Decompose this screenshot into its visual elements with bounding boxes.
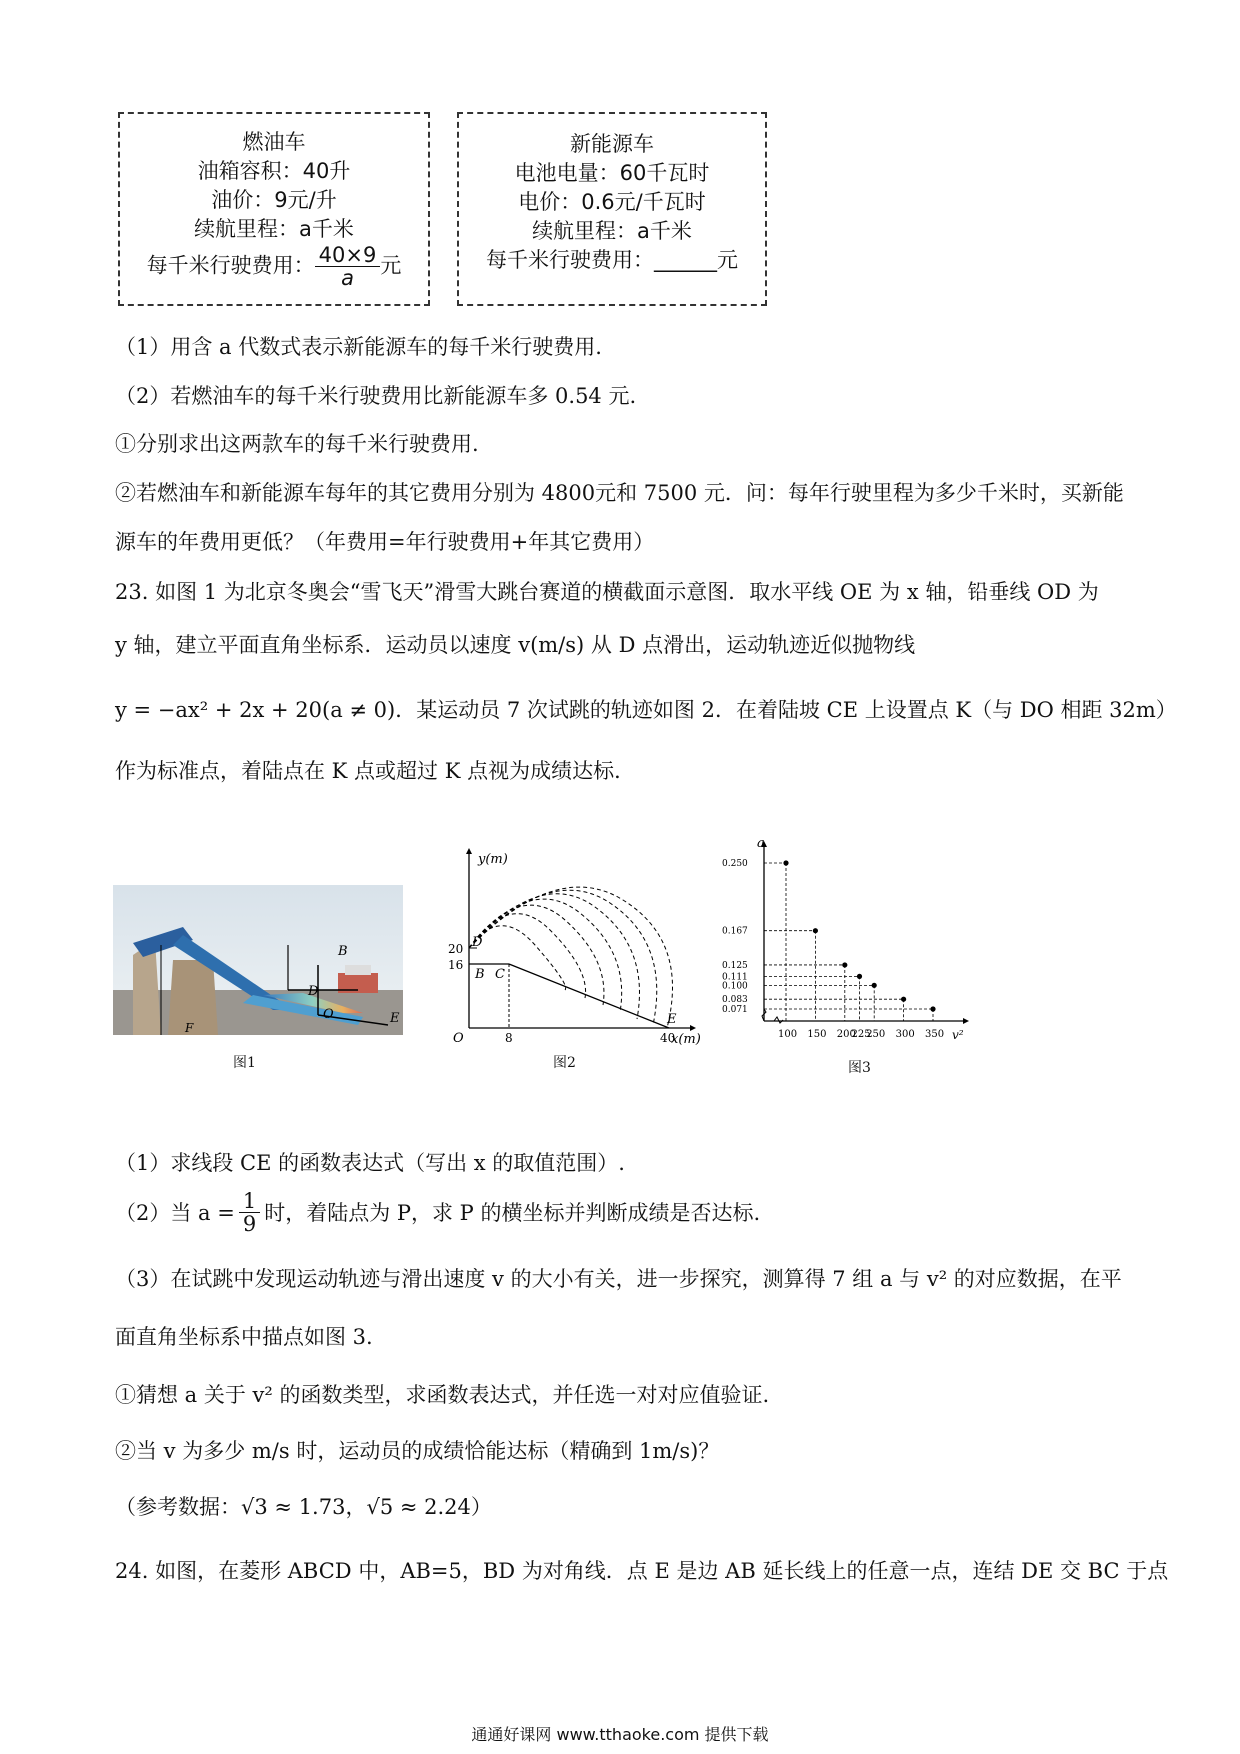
fig3-point xyxy=(930,1006,935,1011)
ev-card-title: 新能源车 xyxy=(570,132,654,156)
fig3-xtick-label: 300 xyxy=(895,1029,915,1040)
q22-part1: （1）用含 a 代数式表示新能源车的每千米行驶费用. xyxy=(115,335,602,359)
fig3-point xyxy=(783,860,788,865)
fig3-xlabel: v² xyxy=(952,1028,964,1042)
q23-sub1: （1）求线段 CE 的函数表达式（写出 x 的取值范围）. xyxy=(115,1151,625,1175)
fuel-card-line4: 每千米行驶费用： $\frac{40\times 9}{a}$ 元 xyxy=(146,243,402,290)
figure-1-photo xyxy=(113,885,403,1035)
fig3-ylabel: a xyxy=(757,838,765,851)
fig3-ytick-label: 0.083 xyxy=(722,995,748,1006)
q23-sub3-cont: 面直角坐标系中描点如图 3. xyxy=(115,1325,373,1349)
fig3-ytick-label: 0.125 xyxy=(722,960,748,971)
fuel-cost-fraction: $\frac{40\times 9}{a}$ xyxy=(315,244,381,289)
fig1-label-E: E xyxy=(390,1011,400,1026)
fuel-card-line2: 油价：9元/升 xyxy=(211,188,337,212)
ev-card-line2: 电价：0.6元/千瓦时 xyxy=(518,190,706,214)
ev-card-line3: 续航里程：a千米 xyxy=(532,219,692,243)
fuel-card-line1: 油箱容积：40升 xyxy=(197,159,351,183)
fig3-xtick-label: 200 xyxy=(836,1029,856,1040)
fig1-label-O: O xyxy=(323,1007,334,1022)
fig3-point xyxy=(842,962,847,967)
q22-part2: （2）若燃油车的每千米行驶费用比新能源车多 0.54 元. xyxy=(115,384,637,408)
q23-sub2: （2）当 a = $\frac{1}{9}$ 时，着陆点为 P，求 P 的横坐标并判断成绩是否达标. xyxy=(115,1189,761,1236)
fig2-label-B: B xyxy=(475,967,485,982)
fig3-point xyxy=(872,983,877,988)
fig3-ytick-label: 0.111 xyxy=(722,972,748,983)
q22-part2-sub1: ①分别求出这两款车的每千米行驶费用. xyxy=(115,432,479,456)
fig2-label-C: C xyxy=(495,967,505,982)
fig2-label-E: E xyxy=(667,1012,677,1027)
q23-line3: y = −ax² + 2x + 20(a ≠ 0)．某运动员 7 次试跳的轨迹如图 2．在着陆坡 CE 上设置点 K（与 DO 相距 32m） xyxy=(115,698,1177,722)
fig1-label-F: F xyxy=(185,1021,194,1035)
q23-line1: 23. 如图 1 为北京冬奥会“雪飞天”滑雪大跳台赛道的横截面示意图．取水平线 OE 为 x 轴，铅垂线 OD 为 xyxy=(115,580,1099,604)
fuel-car-card xyxy=(118,112,430,306)
figure-3-scatter xyxy=(718,838,978,1048)
ev-card-line1: 电池电量：60千瓦时 xyxy=(514,161,710,185)
q24-line1: 24. 如图，在菱形 ABCD 中，AB=5，BD 为对角线．点 E 是边 AB 延长线上的任意一点，连结 DE 交 BC 于点 xyxy=(115,1559,1169,1583)
q22-part2-sub2: ②若燃油车和新能源车每年的其它费用分别为 4800元和 7500 元．问：每年行驶里程为多少千米时，买新能 xyxy=(115,481,1124,505)
fig3-point xyxy=(813,928,818,933)
q23-sub3-item2: ②当 v 为多少 m/s 时，运动员的成绩恰能达标（精确到 1m/s)？ xyxy=(115,1439,720,1463)
fig3-point xyxy=(857,974,862,979)
q23-sub3-item1: ①猜想 a 关于 v² 的函数类型，求函数表达式，并任选一对对应值验证. xyxy=(115,1383,770,1407)
q23-line4: 作为标准点，着陆点在 K 点或超过 K 点视为成绩达标． xyxy=(115,759,636,783)
fig3-ytick-label: 0.071 xyxy=(722,1005,748,1015)
fig3-ytick-label: 0.167 xyxy=(722,926,748,937)
fuel-card-title: 燃油车 xyxy=(242,130,306,154)
fig3-ytick-label: 0.100 xyxy=(722,981,748,992)
fig2-trajectories-group xyxy=(469,887,673,1028)
fig2-xlabel: x(m) xyxy=(671,1032,701,1045)
fig2-label-D: D xyxy=(472,935,483,950)
page-footer: 通通好课网 www.tthaoke.com 提供下载 xyxy=(471,1725,769,1744)
fig3-xtick-label: 250 xyxy=(866,1029,886,1040)
fig2-x40: 40 xyxy=(660,1031,676,1045)
fig1-label-D: D xyxy=(308,984,319,999)
fig3-ytick-label: 0.250 xyxy=(722,859,748,869)
fig2-y16: 16 xyxy=(448,958,464,972)
fig2-ylabel: y(m) xyxy=(478,852,508,867)
figure-2-trajectories xyxy=(445,845,705,1045)
q23-reference-data: （参考数据：√3 ≈ 1.73，√5 ≈ 2.24） xyxy=(115,1495,492,1519)
fig3-xtick-label: 100 xyxy=(778,1029,798,1040)
fig1-caption: 图1 xyxy=(233,1055,256,1071)
fig3-xtick-label: 225 xyxy=(851,1029,871,1040)
fig3-xtick-label: 150 xyxy=(807,1029,827,1040)
q23-line2: y 轴，建立平面直角坐标系．运动员以速度 v(m/s) 从 D 点滑出，运动轨迹近似抛物线 xyxy=(115,633,916,657)
q23-sub3: （3）在试跳中发现运动轨迹与滑出速度 v 的大小有关，进一步探究，测算得 7 组 a 与 v² 的对应数据，在平 xyxy=(115,1267,1122,1291)
ev-card xyxy=(457,112,767,306)
q23-a-fraction: $\frac{1}{9}$ xyxy=(239,1190,260,1235)
fig3-xtick-label: 350 xyxy=(925,1029,945,1040)
fig3-point xyxy=(901,997,906,1002)
fig2-x8: 8 xyxy=(505,1031,513,1045)
q22-part2-sub2-cont: 源车的年费用更低？（年费用=年行驶费用+年其它费用） xyxy=(115,530,655,554)
fuel-card-line3: 续航里程：a千米 xyxy=(194,217,354,241)
fig2-y20: 20 xyxy=(448,942,464,956)
fig2-origin: O xyxy=(453,1031,464,1045)
fig1-label-B: B xyxy=(338,944,348,959)
fig3-caption: 图3 xyxy=(848,1060,871,1076)
fig2-caption: 图2 xyxy=(553,1055,576,1071)
ev-card-line4: 每千米行驶费用：______元 xyxy=(486,248,738,272)
